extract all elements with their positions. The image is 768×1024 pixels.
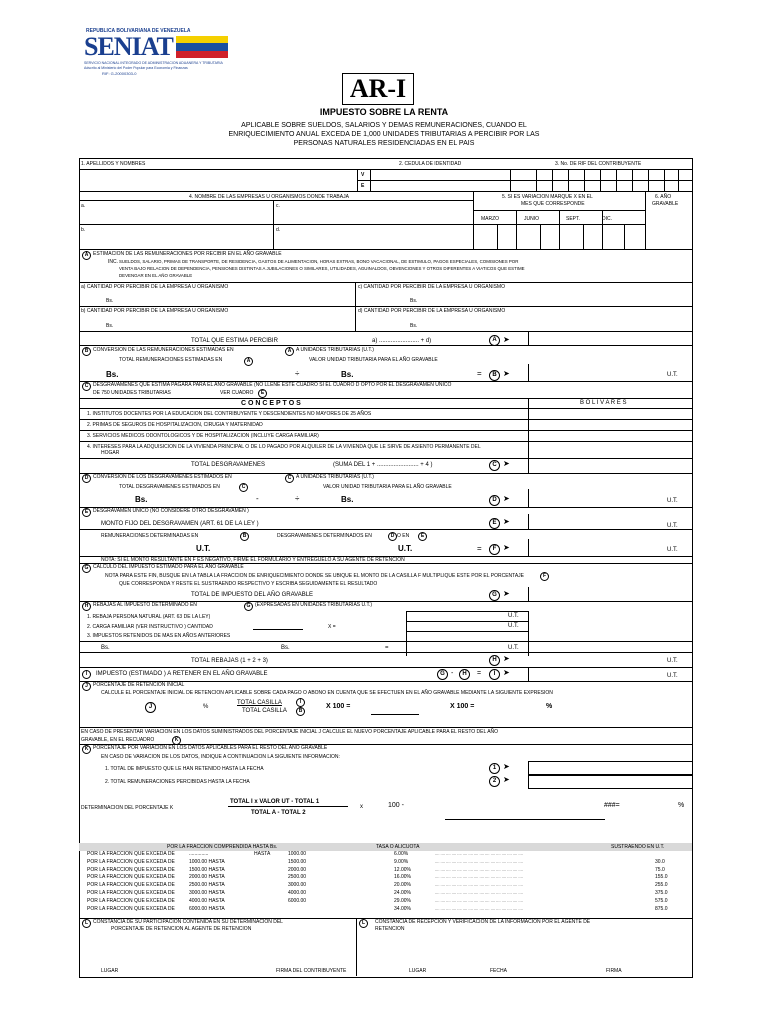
circle-m-icon: L (359, 919, 368, 928)
sec-i-x100-2: X 100 = (450, 703, 475, 710)
rate-cell-rate: 9.00% (394, 858, 409, 865)
rate-cell-rate: 16.00% (394, 874, 411, 881)
sec-e-ut-1: U.T. (667, 523, 678, 529)
rate-cell-from: .............. (189, 851, 209, 857)
rate-cell-dots: .... .... .... .... .... .... .... .... .... .... .... .... .... .... .... .... (435, 851, 523, 856)
arrow-right-icon: ➤ (503, 335, 510, 344)
form-code-box (342, 73, 414, 105)
sec-e-ut-mid: U.T. (398, 544, 413, 553)
sec-a-label-a: a) CANTIDAD POR PERCIBIR DE LA EMPRESA U ORGANISMO (81, 284, 229, 290)
arrow-right-icon: ➤ (503, 654, 510, 663)
month-dic[interactable]: DIC. (602, 216, 612, 222)
sec-d-ut: U.T. (667, 498, 678, 504)
sec-f-total: TOTAL DE IMPUESTO DEL AÑO GRAVABLE (191, 592, 314, 598)
footer-right-title: CONSTANCIA DE RECEPCION Y VERIFICACION DE LA INFORMACION POR EL AGENTE DE (375, 919, 591, 925)
footer-fecha: FECHA (490, 968, 507, 974)
field-label-ano: 6. AÑO (655, 194, 672, 200)
rif-label: RIF: G-20000303-0 (102, 71, 137, 76)
rate-cell-dots: .... .... .... .... .... .... .... .... .... .... .... .... .... .... .... .... (435, 897, 523, 903)
rate-cell-dots: .... .... .... .... .... .... .... .... .... .... .... .... .... .... .... .... (435, 874, 523, 880)
sec-k-title: PORCENTAJE POR VARIACION EN LOS DATOS APLICABLES PARA EL RESTO DEL AÑO GRAVABLE (93, 745, 328, 751)
sec-a-bs-d: Bs. (410, 323, 418, 329)
arrow-right-icon: ➤ (503, 589, 510, 598)
sec-g-title-2: (EXPRESADAS EN UNIDADES TRIBUTARIAS U.T.) (255, 602, 373, 608)
footer-left-title-2: PORCENTAJE DE RETENCION AL AGENTE DE RETENCION (111, 926, 252, 932)
circle-f-inline-icon: F (540, 572, 549, 581)
sec-e-title: DESGRAVAMEN UNICO (NO CONSIDERE OTRO DESGRAVAMEN ) (93, 508, 249, 514)
sec-a-inc-2: VENTA BAJO RELACION DE DEPENDENCIA, PENSIONES DISTINTAS A JUBILACIONES O SIMILARES, UTILIDADES, AGUINALDOS, OBVENCIONES Y OTROS DIFERENTES A VIATICOS QUE ESTIME (119, 266, 525, 271)
sec-e-ut-right: U.T. (667, 547, 678, 553)
agency-line-1: SERVICIO NACIONAL INTEGRADO DE ADMINISTRACION ADUANERA Y TRIBUTARIA (84, 61, 223, 65)
sec-a-inc-label: INC. (108, 259, 118, 265)
circle-l-icon: L (82, 919, 91, 928)
sec-b-right: VALOR UNIDAD TRIBUTARIA PARA EL AÑO GRAVABLE (309, 357, 438, 363)
rate-cell-from: 2500.00 HASTA (189, 882, 225, 889)
arrow-right-icon: ➤ (503, 494, 510, 503)
rate-cell-sub: 875.0 (655, 905, 668, 912)
sec-k-determ: DETERMINACION DEL PORCENTAJE K (81, 805, 174, 811)
footer-firma: FIRMA (606, 968, 622, 974)
circle-e-monto-icon: E (489, 518, 500, 529)
sec-h-impuesto: IMPUESTO (ESTIMADO ) A RETENER EN EL AÑO GRAVABLE (96, 671, 268, 677)
circle-e-icon: E (82, 508, 91, 517)
sec-g-r2x: X = (328, 624, 336, 630)
sec-f-nota-2: QUE CORRESPONDA Y RESTE EL SUSTRAENDO RESPECTIVO Y ESCRIBA SEGUIDAMENTE EL RESULTADO (119, 581, 378, 587)
rate-cell-dots: .... .... .... .... .... .... .... .... .... .... .... .... .... .... .... .... (435, 866, 523, 872)
rate-cell-hasta: HASTA (254, 851, 271, 857)
sec-h-eq: = (477, 670, 482, 677)
empresa-c-label: c. (276, 203, 280, 209)
sec-k-1: 1. TOTAL DE IMPUESTO QUE LE HAN RETENIDO HASTA LA FECHA (105, 766, 264, 772)
rate-cell-sub: 575.0 (655, 897, 668, 904)
rate-col-2: TASA O ALICUOTA (376, 844, 420, 850)
circle-b-result-icon: B (489, 370, 500, 381)
rate-cell-to: 2000.00 (288, 866, 307, 873)
rate-cell-to: 6000.00 (288, 897, 307, 904)
rate-cell-rate: 34.00% (394, 905, 411, 912)
sec-a-label-d: d) CANTIDAD POR PERCIBIR DE LA EMPRESA U ORGANISMO (358, 308, 506, 314)
sec-b-title: CONVERSION DE LAS REMUNERACIONES ESTIMADAS EN (93, 347, 234, 353)
rate-cell-from: 1000.00 HASTA (189, 858, 225, 865)
sec-c-line2b: VER CUADRO (220, 390, 254, 396)
circle-h-icon: H (82, 602, 91, 611)
sec-f-nota: NOTA PARA ESTE FIN, BUSQUE EN LA TABLA LA FRACCION DE ENRIQUECIMIENTO DONDE SE UBIQUE EL MONTO DE LA CASILLA F MULTIPLIQUE ESTE POR EL PORCENTAJE (105, 573, 524, 579)
rate-cell-dots: .... .... .... .... .... .... .... .... .... .... .... .... .... .... .... .... (435, 882, 523, 888)
circle-g-total-icon: G (489, 590, 500, 601)
sec-b-title-2: A UNIDADES TRIBUTARIAS (U.T.) (296, 347, 374, 353)
sec-a-inc-3: DEVENGAR EN EL AÑO GRAVABLE (119, 273, 193, 278)
circle-a-icon: A (82, 251, 91, 260)
rate-cell-rate: 12.00% (394, 866, 411, 873)
circle-j-icon: J (82, 682, 91, 691)
sec-b-left: TOTAL REMUNERACIONES ESTIMADAS EN (119, 357, 223, 363)
circle-d-icon: D (82, 474, 91, 483)
sec-g-r2: 2. CARGA FAMILIAR (VER INSTRUCTIVO ) CANTIDAD (87, 624, 213, 630)
rate-cell-rate: 20.00% (394, 882, 411, 889)
sec-b-bs-2: Bs. (341, 370, 354, 379)
arrow-right-icon: ➤ (503, 543, 510, 552)
circle-f-icon: F (489, 544, 500, 555)
rate-cell-from: 4000.00 HASTA (189, 897, 225, 904)
circle-1-icon: 1 (489, 763, 500, 774)
rate-cell-dots: .... .... .... .... .... .... .... .... .... .... .... .... .... .... .... .... (435, 858, 523, 864)
sec-d-title: CONVERSION DE LOS DESGRAVAMENES ESTIMADOS EN (93, 474, 232, 480)
sec-k-num: TOTAL I x VALOR UT - TOTAL 1 (230, 799, 320, 805)
sec-g-bs-2: Bs. (281, 645, 290, 651)
sec-d-title-2: A UNIDADES TRIBUTARIAS (U.T.) (296, 474, 374, 480)
agency-line-2: Adscrito al Ministerio del Poder Popular para Economia y Finanzas (84, 66, 188, 70)
field-label-cedula: 2. CEDULA DE IDENTIDAD (399, 161, 462, 167)
sec-i-total-casilla-1: TOTAL CASILLA (237, 700, 282, 706)
month-marzo[interactable]: MARZO (481, 216, 500, 222)
sec-d-div: ÷ (295, 494, 300, 503)
circle-g-inline-icon: G (244, 602, 253, 611)
circle-b-inline-icon: A (285, 347, 294, 356)
sec-g-eq: = (385, 645, 389, 651)
sec-i-total-casilla-2: TOTAL CASILLA (242, 708, 287, 714)
rate-cell-label: POR LA FRACCION QUE EXCEDA DE (87, 890, 175, 896)
sec-d-bs-1: Bs. (135, 495, 148, 504)
sec-g-ut-2: U.T. (508, 623, 519, 629)
rate-cell-to: 2500.00 (288, 874, 307, 881)
circle-i-g-icon: G (437, 669, 448, 680)
circle-c-total-icon: C (489, 460, 500, 471)
sec-g-r1: 1. REBAJA PERSONA NATURAL (ART. 63 DE LA LEY) (87, 614, 211, 620)
sec-k-hashes: ###= (604, 802, 620, 809)
sec-g-title: REBAJAS AL IMPUESTO DETERMINADO EN (93, 602, 197, 608)
sec-a-label-c: c) CANTIDAD POR PERCIBIR DE LA EMPRESA U ORGANISMO (358, 284, 505, 290)
arrow-right-icon: ➤ (503, 459, 510, 468)
circle-c-e-icon: E (258, 389, 267, 398)
sec-b-ut: U.T. (667, 372, 678, 378)
sec-c-total-formula: (SUMA DEL 1 + ......................... + 4 ) (333, 462, 433, 468)
footer-right-title-2: RETENCION (375, 926, 405, 932)
sec-a-total-formula: a) ........................ + d) (372, 338, 432, 344)
logo-wordmark: SENIAT (84, 32, 173, 61)
form-code: AR-I (349, 74, 407, 103)
sec-c-title: DESGRAVAMENES QUE ESTIMA PAGARA PARA EL AÑO GRAVABLE (NO LLENE ESTE CUADRO SI EL CUADRO D OPTO POR EL DESGRAVAMEN UNICO (93, 382, 452, 388)
circle-j-calc-icon: J (145, 702, 156, 713)
footer-left-title: CONSTANCIA DE SU PARTICIPACION CONTENIDA EN SU DETERMINACION DEL (93, 919, 283, 925)
field-label-variacion: 5. SI ES VARIACION MARQUE X EN EL (502, 194, 593, 200)
field-label-apellidos: 1. APELLIDOS Y NOMBRES (81, 161, 146, 167)
rate-cell-label: POR LA FRACCION QUE EXCEDA DE (87, 905, 175, 912)
sec-i-pct-1: % (203, 704, 209, 710)
sec-i-x100-1: X 100 = (326, 703, 351, 710)
field-label-variacion-b: MES QUE CORRESPONDE (521, 201, 585, 207)
arrow-right-icon: ➤ (503, 775, 510, 784)
circle-j-i-icon: I (296, 698, 305, 707)
sec-k-2: 2. TOTAL REMUNERACIONES PERCIBIDAS HASTA LA FECHA (105, 779, 250, 785)
footer-lugar-2: LUGAR (409, 968, 427, 974)
sec-e-eq: = (477, 544, 482, 553)
empresa-d-label: d. (276, 227, 281, 233)
rate-cell-dots: .... .... .... .... .... .... .... .... .... .... .... .... .... .... .... .... (435, 890, 523, 895)
field-label-rif: 3. No. DE RIF DEL CONTRIBUYENTE (555, 161, 642, 167)
arrow-right-icon: ➤ (503, 517, 510, 526)
rate-cell-rate: 29.00% (394, 897, 411, 904)
rate-cell-from: 1500.00 HASTA (189, 866, 225, 873)
sec-c-total-label: TOTAL DESGRAVAMENES (191, 462, 266, 468)
circle-b-icon: B (82, 347, 91, 356)
form-title: IMPUESTO SOBRE LA RENTA (319, 107, 449, 117)
sec-e-o-en: O EN (397, 533, 410, 539)
sec-a-bs-b: Bs. (106, 323, 114, 329)
form-subtitle-3: PERSONAS NATURALES RESIDENCIADAS EN EL PAIS (293, 140, 475, 147)
rate-col-3: SUSTRAENDO EN U.T. (611, 844, 665, 850)
sec-c-item-1: 1. INSTITUTOS DOCENTES POR LA EDUCACION DEL CONTRIBUYENTE Y DESCENDIENTES NO MAYORES DE 25 AÑOS (87, 411, 372, 417)
sec-k-hundred: 100 - (388, 802, 404, 809)
rate-cell-label: POR LA FRACCION QUE EXCEDA DE (87, 851, 175, 857)
sec-f-title: CALCULO DEL IMPUESTO ESTIMADO PARA EL AÑO GRAVABLE (93, 564, 244, 570)
sec-a-total-label: TOTAL QUE ESTIMA PERCIBIR (191, 338, 278, 344)
circle-k-inline-icon: K (172, 736, 181, 745)
k2-input-box[interactable] (528, 774, 693, 789)
sec-c-item-4b: HOGAR (101, 450, 120, 456)
arrow-right-icon: ➤ (503, 762, 510, 771)
sec-e-note: NOTA: SI EL MONTO RESULTANTE EN F ES NEGATIVO, FIRME EL FORMULARIO Y ENTREGUELO A SU AGENTE DE RETENCION (101, 557, 405, 563)
sec-i-variacion: EN CASO DE PRESENTAR VARIACION EN LOS DATOS SUMINISTRADOS DEL PORCENTAJE INICIAL J CALCULE EL NUEVO PORCENTAJE APLICABLE PARA EL RESTO DEL AÑO (81, 729, 499, 735)
month-sept[interactable]: SEPT. (566, 216, 580, 222)
sec-b-eq: = (477, 369, 482, 378)
sec-g-r3: 3. IMPUESTOS RETENIDOS DE MAS EN AÑOS ANTERIORES (87, 633, 231, 639)
rate-cell-from: 6000.00 HASTA (189, 905, 225, 912)
sec-c-conceptos: C O N C E P T O S (241, 400, 301, 407)
rate-cell-rate: 6.00% (394, 851, 409, 857)
circle-d-inline-icon: C (285, 474, 294, 483)
footer-firma-contrib: FIRMA DEL CONTRIBUYENTE (276, 968, 347, 974)
rate-cell-to: 3000.00 (288, 882, 307, 889)
rate-cell-from: 2000.00 HASTA (189, 874, 225, 881)
sec-c-line2: DE 750 UNIDADES TRIBUTARIAS (93, 390, 171, 396)
rate-cell-dots: .... .... .... .... .... .... .... .... .... .... .... .... .... .... .... .... (435, 905, 523, 911)
rate-cell-label: POR LA FRACCION QUE EXCEDA DE (87, 874, 175, 881)
sec-a-title: ESTIMACION DE LAS REMUNERACIONES POR RECIBIR EN EL AÑO GRAVABLE (93, 251, 282, 257)
arrow-right-icon: ➤ (503, 369, 510, 378)
sec-g-ut-total: U.T. (667, 658, 678, 664)
sec-g-bs-1: Bs. (101, 645, 110, 651)
nationality-e[interactable]: E (361, 183, 365, 189)
sec-e-desg: DESGRAVAMENES DETERMINADOS EN (277, 533, 372, 539)
arrow-right-icon: ➤ (503, 668, 510, 677)
form-subtitle-1: APLICABLE SOBRE SUELDOS, SALARIOS Y DEMAS REMUNERACIONES, CUANDO EL (241, 122, 527, 129)
sec-b-div: ÷ (295, 369, 300, 378)
sec-d-left: TOTAL DESGRAVAMENES ESTIMADOS EN (119, 484, 220, 490)
rate-cell-sub: 75.0 (655, 866, 665, 873)
circle-b-left-icon: A (244, 357, 253, 366)
circle-j-b-icon: B (296, 707, 305, 716)
sec-g-ut-1: U.T. (508, 613, 519, 619)
rate-cell-to: 4000.00 (288, 890, 307, 896)
circle-i-h-icon: H (459, 669, 470, 680)
field-label-gravable: GRAVABLE (652, 201, 679, 207)
form-subtitle-2: ENRIQUECIMIENTO ANUAL EXCEDA DE 1,000 UNIDADES TRIBUTARIAS A PERCIBIR POR LAS (228, 131, 540, 138)
rate-cell-rate: 24.00% (394, 890, 411, 896)
sec-h-ut: U.T. (667, 673, 678, 679)
sec-k-x: x (360, 804, 363, 810)
circle-g-icon: G (82, 564, 91, 573)
field-label-empresas: 4. NOMBRE DE LAS EMPRESAS U ORGANISMOS DONDE TRABAJA (189, 194, 349, 200)
sec-b-bs-1: Bs. (106, 370, 119, 379)
circle-e-e-icon: E (418, 532, 427, 541)
sec-g-ut-3: U.T. (508, 645, 519, 651)
circle-a-total-icon: A (489, 335, 500, 346)
circle-k-icon: K (82, 745, 91, 754)
rate-col-1: POR LA FRACCION COMPRENDIDA HASTA Bs. (167, 844, 278, 850)
empresa-b-label: b. (81, 227, 86, 233)
flag-stripe-icon (176, 36, 228, 58)
rate-cell-label: POR LA FRACCION QUE EXCEDA DE (87, 866, 175, 873)
sec-h-minus: - (451, 670, 454, 677)
sec-k-den: TOTAL A - TOTAL 2 (251, 810, 306, 816)
footer-lugar: LUGAR (101, 968, 119, 974)
sec-c-item-4: 4. INTERESES PARA LA ADQUISICION DE LA VIVIENDA PRINCIPAL O DE LO PAGADO POR ALQUILER DE LA VIVIENDA QUE LE SIRVE DE ASIENTO PERMANENTE DEL (87, 444, 481, 450)
sec-c-bolivares: B O L I V A R E S (580, 400, 627, 406)
sec-d-minus: - (256, 494, 259, 503)
seniat-logo (80, 28, 230, 78)
sec-i-title: PORCENTAJE DE RETENCION INICIAL (93, 682, 185, 688)
rate-cell-sub: 375.0 (655, 890, 668, 896)
sec-a-inc-1: SUELDOS, SALARIO, PRIMAS DE TRANSPORTE, DE RESIDENCIA, GASTOS DE ALIMENTACION, HORAS EXTRAS, BONO VACACIONAL, DE ESTIMULO, PAGOS ESPECIALES, COMISIONES POR (119, 259, 519, 264)
sec-k-sub: EN CASO DE VARIACION DE LOS DATOS, INDIQUE A CONTINUACION LA SIGUIENTE INFORMACION: (101, 754, 340, 760)
circle-2-icon: 2 (489, 776, 500, 787)
circle-i-icon: I (82, 670, 91, 679)
rate-cell-sub: 155.0 (655, 874, 668, 881)
sec-d-right: VALOR UNIDAD TRIBUTARIA PARA EL AÑO GRAVABLE (323, 484, 452, 490)
rate-cell-sub: 30.0 (655, 858, 665, 865)
rate-cell-label: POR LA FRACCION QUE EXCEDA DE (87, 882, 175, 889)
rate-cell-from: 3000.00 HASTA (189, 890, 225, 896)
sec-e-monto: MONTO FIJO DEL DESGRAVAMEN (ART. 61 DE LA LEY ) (101, 521, 259, 527)
circle-e-rem-icon: B (240, 532, 249, 541)
rate-cell-sub: 255.0 (655, 882, 668, 889)
sec-a-label-b: b) CANTIDAD POR PERCIBIR DE LA EMPRESA U ORGANISMO (81, 308, 229, 314)
circle-i-result-icon: I (489, 669, 500, 680)
circle-d-result-icon: D (489, 495, 500, 506)
sec-i-pct-2: % (546, 703, 553, 710)
month-junio[interactable]: JUNIO (524, 216, 539, 222)
sec-i-calc: CALCULE EL PORCENTAJE INICIAL DE RETENCION APLICABLE SOBRE CADA PAGO O ABONO EN CUENTA QUE SE EFECTUEN EN EL AÑO GRAVABLE MEDIANTE LA SIGUIENTE EXPRESION (101, 690, 553, 696)
circle-e-desg-icon: D (388, 532, 397, 541)
circle-h-total-icon: H (489, 655, 500, 666)
sec-e-rem: REMUNERACIONES DETERMINADAS EN (101, 533, 199, 539)
sec-k-pct: % (678, 802, 685, 809)
sec-a-bs-c: Bs. (410, 298, 418, 304)
nationality-v[interactable]: V (361, 172, 365, 178)
sec-c-item-2: 2. PRIMAS DE SEGUROS DE HOSPITALIZACION, CIRUGIA Y MATERNIDAD (87, 422, 263, 428)
sec-i-variacion-2: GRAVABLE, EN EL RECUADRO (81, 737, 155, 743)
circle-d-left-icon: C (239, 483, 248, 492)
sec-a-bs-a: Bs. (106, 298, 114, 304)
rate-cell-to: 1000.00 (288, 851, 307, 857)
sec-e-ut-left: U.T. (196, 544, 211, 553)
rate-cell-to: 1500.00 (288, 858, 307, 865)
sec-d-bs-2: Bs. (341, 495, 354, 504)
rate-cell-label: POR LA FRACCION QUE EXCEDA DE (87, 858, 175, 865)
rate-cell-label: POR LA FRACCION QUE EXCEDA DE (87, 897, 175, 904)
sec-g-total: TOTAL REBAJAS (1 + 2 + 3) (191, 658, 268, 664)
sec-c-item-3: 3. SERVICIOS MEDICOS ODONTOLOGICOS Y DE HOSPITALIZACION (INCLUYE CARGA FAMILIAR) (87, 433, 319, 439)
circle-c-icon: C (82, 382, 91, 391)
empresa-a-label: a. (81, 203, 86, 209)
republic-label: REPUBLICA BOLIVARIANA DE VENEZUELA (86, 28, 191, 34)
